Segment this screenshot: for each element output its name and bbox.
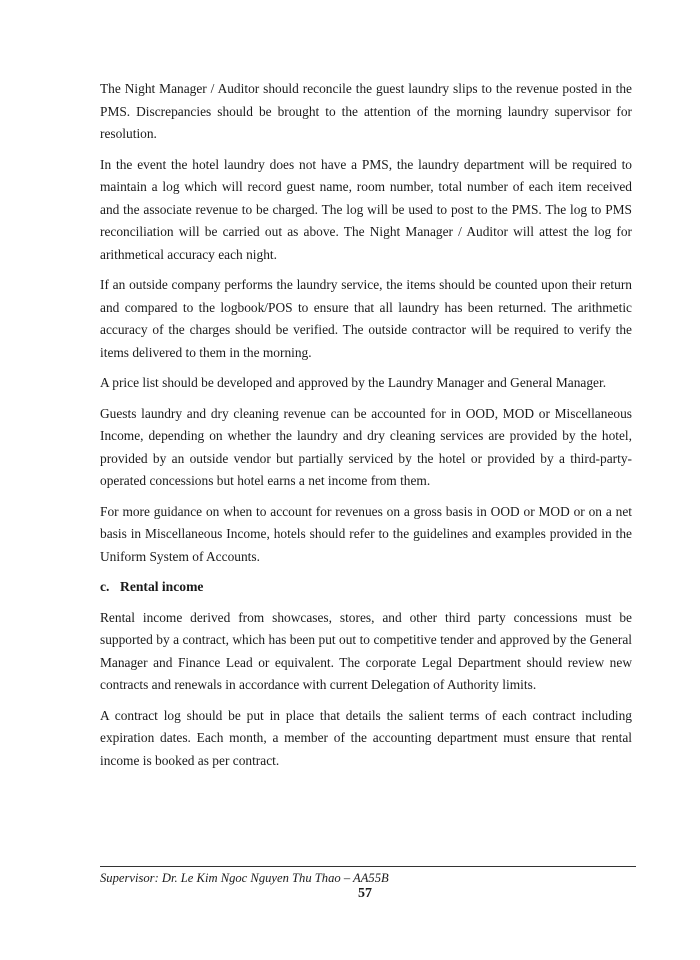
document-body: [100, 78, 632, 780]
section-heading: [100, 576, 632, 599]
section-title: Rental income: [120, 579, 204, 594]
paragraph: Guests laundry and dry cleaning revenue can be accounted for in OOD, MOD or Miscellaneous Income, depending on whether the laundry and dry cleaning services are provided by the hotel, provided by an outside vendor but partially serviced by the hotel or provided by a third-party-operated concessions but hotel earns a net income from them.: [100, 405, 632, 488]
paragraph: In the event the hotel laundry does not have a PMS, the laundry department will be required to maintain a log which will record guest name, room number, total number of each item received and the associate revenue to be charged. The log will be used to post to the PMS. The log to PMS reconciliation will be carried out as above. The Night Manager / Auditor will attest the log for arithmetical accuracy each night.: [100, 156, 632, 262]
page-number: 57: [358, 886, 372, 901]
footer-divider: [100, 866, 636, 867]
paragraph: A price list should be developed and approved by the Laundry Manager and General Manager.: [100, 375, 607, 390]
paragraph: The Night Manager / Auditor should reconcile the guest laundry slips to the revenue posted in the PMS. Discrepancies should be brought to the attention of the morning laundry supervisor for resolution.: [100, 81, 632, 141]
paragraph: A contract log should be put in place that details the salient terms of each contract including expiration dates. Each month, a member of the accounting department must ensure that rental income is booked as per contract.: [100, 707, 632, 768]
section-letter: c.: [100, 579, 110, 594]
paragraph: Rental income derived from showcases, stores, and other third party concessions must be supported by a contract, which has been put out to competitive tender and approved by the General Manager and Finance Lead or equivalent. The corporate Legal Department should review new contracts and renewals in accordance with current Delegation of Authority limits.: [100, 609, 632, 692]
paragraph: For more guidance on when to account for revenues on a gross basis in OOD or MOD or on a net basis in Miscellaneous Income, hotels should refer to the guidelines and examples provided in the Uniform System of Accounts.: [100, 503, 632, 564]
footer-supervisor: Supervisor: Dr. Le Kim Ngoc Nguyen Thu Thao – AA55B: [100, 871, 389, 885]
page-footer: [100, 866, 636, 886]
paragraph: If an outside company performs the laundry service, the items should be counted upon their return and compared to the logbook/POS to ensure that all laundry has been returned. The arithmetic accuracy of the charges should be verified. The outside contractor will be required to verify the items delivered to them in the morning.: [100, 277, 632, 360]
